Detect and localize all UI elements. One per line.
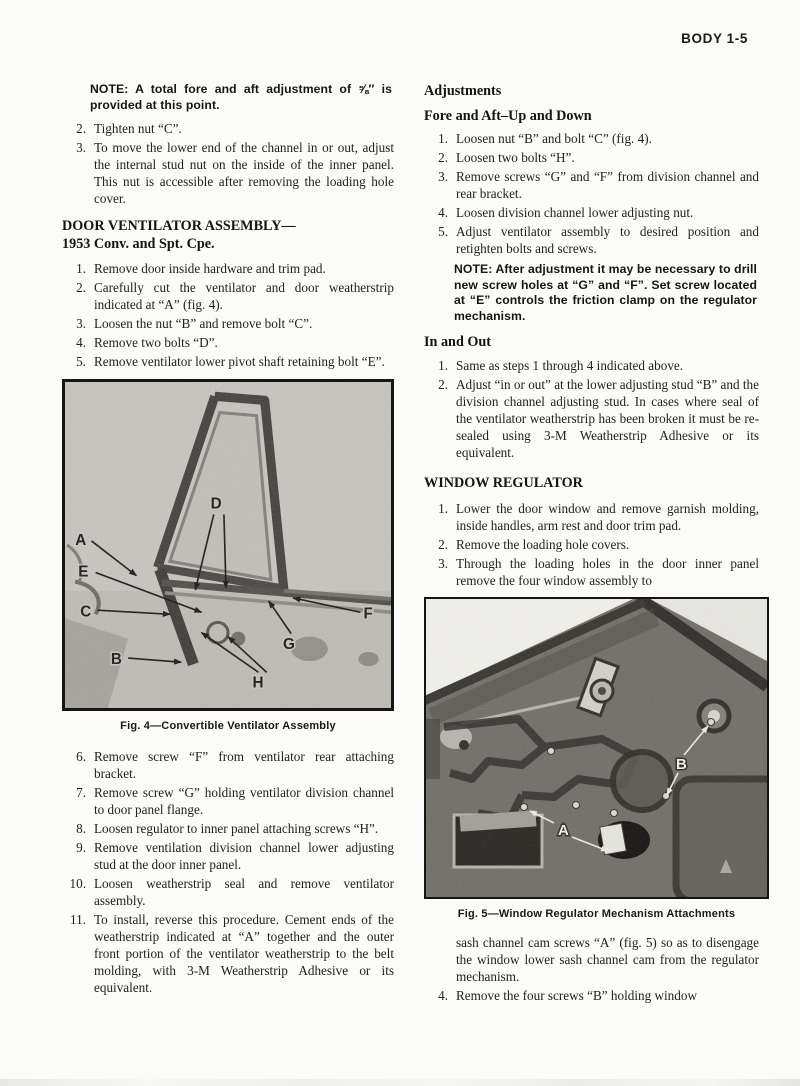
list-item-number: 9. (76, 840, 86, 855)
list-item-number: 5. (438, 224, 448, 239)
fig4-callout-B: B (110, 651, 122, 669)
list-channel-steps (62, 120, 394, 207)
figure-5-photo (424, 597, 769, 899)
list-item (62, 911, 394, 996)
list-item (424, 500, 759, 534)
list-item-number: 3. (438, 556, 448, 571)
fig4-callout-D: D (210, 495, 222, 513)
section-heading-line1: DOOR VENTILATOR ASSEMBLY— (62, 218, 296, 234)
list-item-number: 1. (76, 261, 86, 276)
list-item-number: 4. (438, 205, 448, 220)
list-item (62, 315, 394, 332)
list-item-number: 2. (438, 377, 448, 392)
left-column (62, 82, 394, 1005)
fig4-callout-E: E (78, 563, 89, 581)
fig4-callout-F: F (363, 605, 373, 623)
list-item-number: 10. (69, 876, 86, 891)
list-item-text: Remove screws “G” and “F” from division channel and rear bracket. (456, 169, 759, 201)
figure-4-caption: Fig. 4—Convertible Ventilator Assembly (120, 720, 336, 732)
list-item-number: 8. (76, 821, 86, 836)
list-item-text: Remove the loading hole covers. (456, 537, 630, 552)
section-heading-line2: 1953 Conv. and Spt. Cpe. (62, 236, 215, 252)
list-item-number: 2. (438, 537, 448, 552)
list-item-number: 3. (76, 316, 86, 331)
list-item-text: Loosen regulator to inner panel attaching screws “H”. (94, 821, 379, 836)
fig4-ventilator-illustration (65, 382, 391, 708)
list-item (62, 139, 394, 207)
list-item-text: Remove door inside hardware and trim pad. (94, 261, 326, 276)
list-item-text: Remove screw “G” holding ventilator division channel to door panel flange. (94, 785, 394, 817)
list-item-text: Loosen two bolts “H”. (456, 150, 575, 165)
note-fore-aft-adjustment: NOTE: A total fore and aft adjustment of ⅝″ is provided at this point. (90, 82, 392, 112)
list-item-number: 1. (438, 501, 448, 516)
list-item (62, 839, 394, 873)
list-item-text: Remove ventilation division channel lower adjusting stud at the door inner panel. (94, 840, 394, 872)
list-item-text: Adjust “in or out” at the lower adjusting stud “B” and the division channel adjusting stud. In cases where seal of the ventilator weatherstrip has been broken it must be re-sealed using 3-M Weatherstrip Adhesive or its equivalent. (456, 377, 759, 460)
list-item-text: Carefully cut the ventilator and door weatherstrip indicated at “A” (fig. 4). (94, 280, 394, 312)
list-item-text: Adjust ventilator assembly to desired position and retighten bolts and screws. (456, 224, 759, 256)
list-item-number: 4. (438, 988, 448, 1003)
list-window-regulator-cont (424, 987, 759, 1004)
list-item-number: 1. (438, 358, 448, 373)
section-heading-door-ventilator (62, 217, 394, 253)
fig4-callout-H: H (252, 674, 264, 692)
list-item-number: 2. (438, 150, 448, 165)
figure-4-photo (62, 379, 394, 711)
list-item-text: Remove the four screws “B” holding window (456, 988, 697, 1003)
list-item-text: Remove ventilator lower pivot shaft retaining bolt “E”. (94, 354, 385, 369)
list-item-number: 2. (76, 121, 86, 136)
list-item (62, 334, 394, 351)
list-item (62, 120, 394, 137)
list-item-number: 6. (76, 749, 86, 764)
paragraph-sash-channel: sash channel cam screws “A” (fig. 5) so as to disengage the window lower sash channel cam from the regulator mechanism. (456, 935, 759, 984)
list-item (424, 168, 759, 202)
list-item-text: Loosen division channel lower adjusting nut. (456, 205, 694, 220)
fig5-regulator-illustration (426, 599, 767, 897)
list-item-text: Loosen weatherstrip seal and remove ventilator assembly. (94, 876, 394, 908)
note-after-adjustment: NOTE: After adjustment it may be necessary to drill new screw holes at “G” and “F”. Set screw located at “E” controls the friction clamp on the regulator mechanism. (454, 262, 757, 323)
list-item (424, 149, 759, 166)
list-item-number: 7. (76, 785, 86, 800)
right-column (424, 82, 759, 1013)
list-item (424, 357, 759, 374)
list-item-text: Same as steps 1 through 4 indicated above. (456, 358, 684, 373)
list-item (62, 279, 394, 313)
list-item-number: 1. (438, 131, 448, 146)
list-item-text: Remove two bolts “D”. (94, 335, 218, 350)
figure-5-caption: Fig. 5—Window Regulator Mechanism Attachments (457, 908, 736, 920)
list-item-number: 4. (76, 335, 86, 350)
list-in-out-steps (424, 357, 759, 461)
list-item (62, 820, 394, 837)
list-item-number: 3. (438, 169, 448, 184)
heading-adjustments: Adjustments (424, 83, 502, 99)
list-ventilator-removal-cont (62, 748, 394, 996)
list-item (424, 223, 759, 257)
list-item (62, 875, 394, 909)
list-item-text: To move the lower end of the channel in or out, adjust the internal stud nut on the inside of the inner panel. This nut is accessible after removing the loading hole cover. (94, 140, 394, 206)
list-item (424, 376, 759, 461)
list-item (424, 987, 759, 1004)
heading-window-regulator: WINDOW REGULATOR (424, 475, 583, 491)
list-item-text: To install, reverse this procedure. Cement ends of the weatherstrip indicated at “A” together and the outer front portion of the ventilator weatherstrip to the belt molding, with 3-M Weatherstrip Adhesive or its equivalent. (94, 912, 394, 995)
list-item-text: Through the loading holes in the door inner panel remove the four window assembly to (456, 556, 759, 588)
list-item (424, 555, 759, 589)
list-fore-aft-steps (424, 130, 759, 257)
list-item-text: Loosen nut “B” and bolt “C” (fig. 4). (456, 131, 652, 146)
list-item-number: 2. (76, 280, 86, 295)
list-item-text: Lower the door window and remove garnish molding, inside handles, arm rest and door trim pad. (456, 501, 759, 533)
list-item (424, 204, 759, 221)
fig4-callout-A: A (75, 532, 87, 549)
list-item-number: 5. (76, 354, 86, 369)
list-item (62, 748, 394, 782)
list-item (62, 353, 394, 370)
fig5-callout-A: A (558, 822, 569, 839)
list-item (424, 130, 759, 147)
list-window-regulator-steps (424, 500, 759, 589)
heading-in-and-out: In and Out (424, 334, 492, 350)
list-item (62, 260, 394, 277)
list-item (62, 784, 394, 818)
list-item-text: Remove screw “F” from ventilator rear attaching bracket. (94, 749, 394, 781)
page-header: BODY 1-5 (681, 31, 748, 46)
list-item-text: Tighten nut “C”. (94, 121, 182, 136)
heading-fore-aft: Fore and Aft–Up and Down (424, 108, 592, 124)
list-item-number: 11. (70, 912, 86, 927)
fig4-callout-G: G (283, 635, 295, 653)
fig5-callout-B: B (676, 756, 687, 773)
list-ventilator-removal (62, 260, 394, 370)
list-item (424, 536, 759, 553)
fig4-callout-C: C (80, 603, 92, 621)
list-item-text: Loosen the nut “B” and remove bolt “C”. (94, 316, 313, 331)
list-item-number: 3. (76, 140, 86, 155)
scan-edge-shadow (0, 1079, 800, 1086)
